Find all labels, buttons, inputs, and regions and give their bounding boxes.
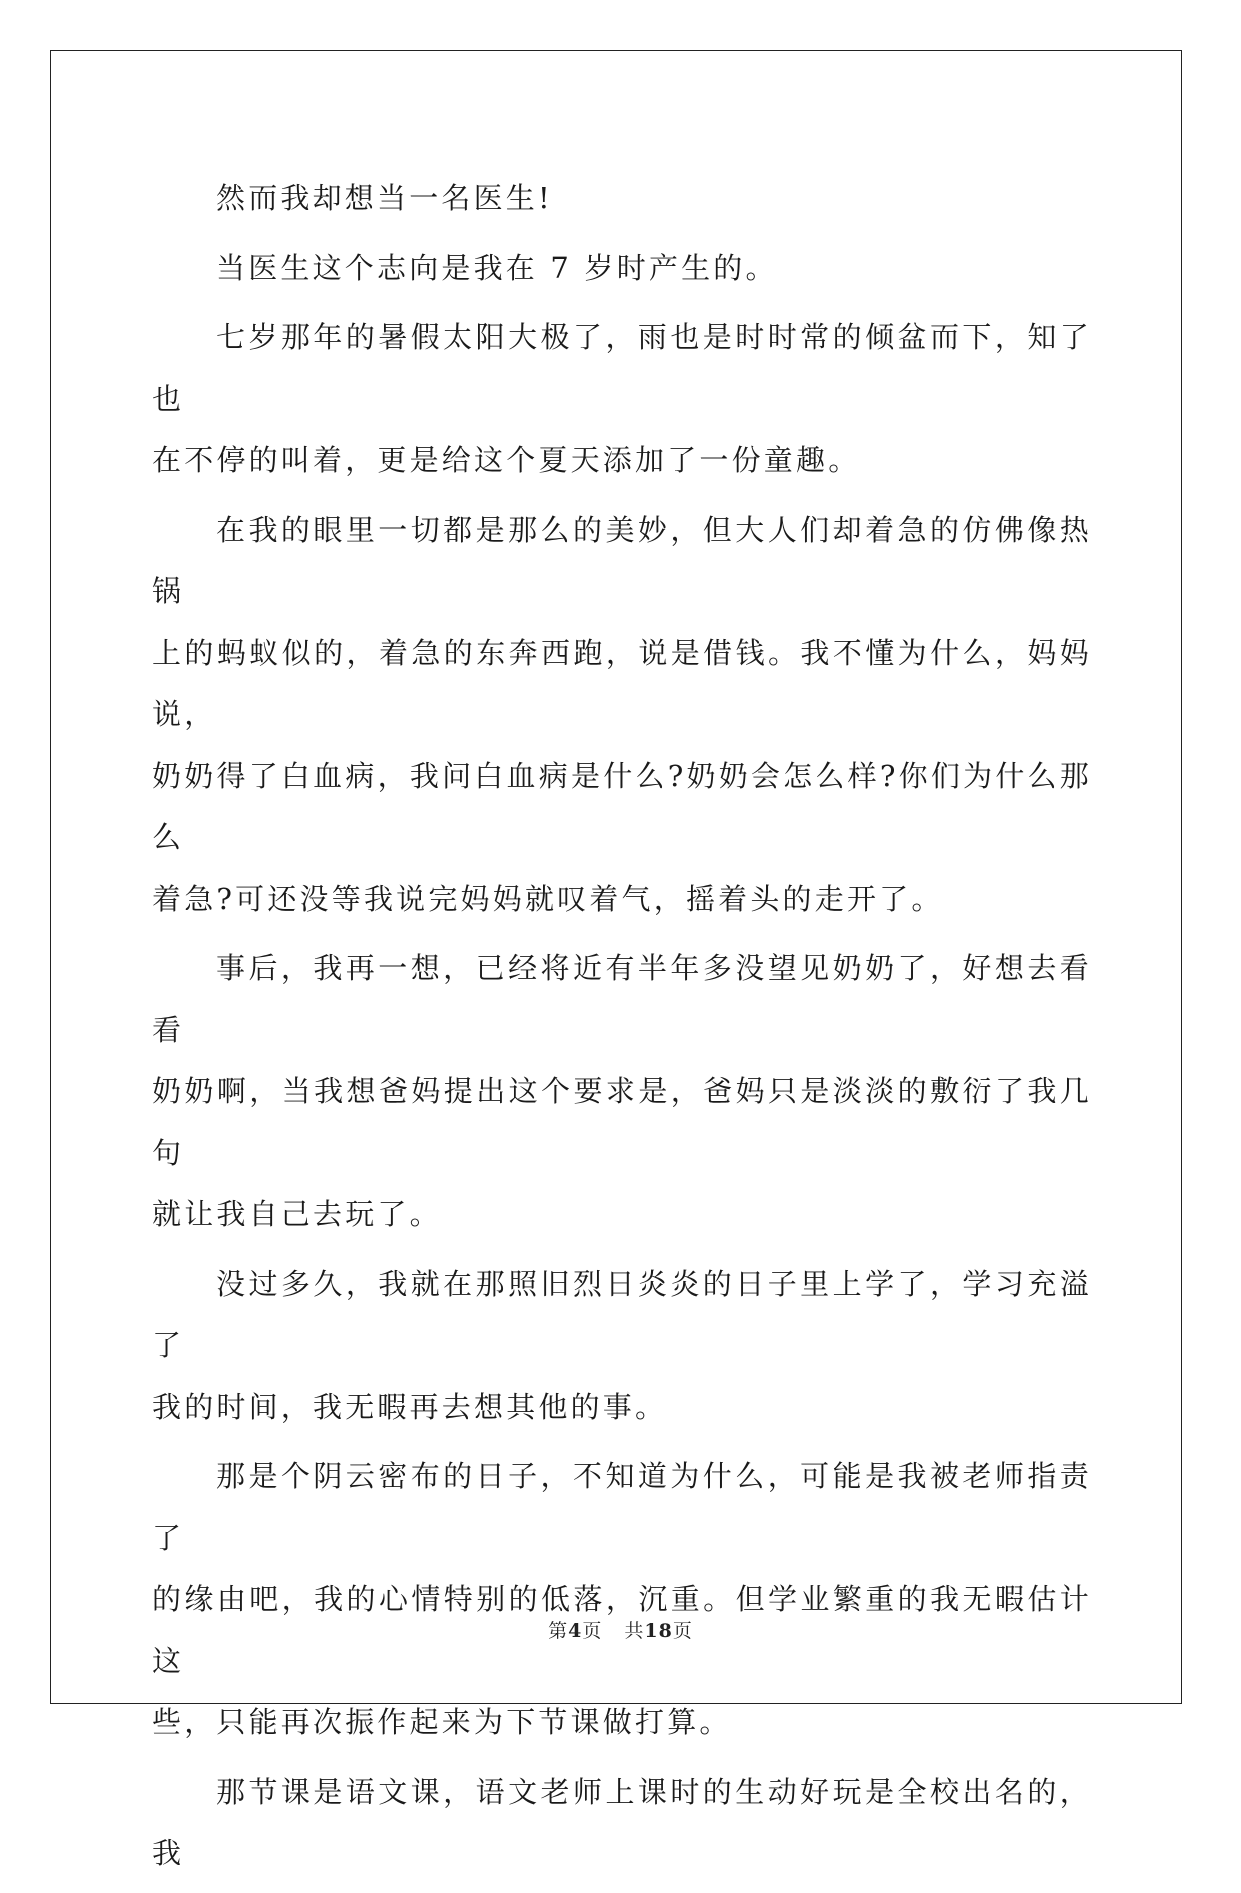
text-line: 些，只能再次振作起来为下节课做打算。	[152, 1705, 732, 1739]
paragraph	[152, 307, 1092, 492]
paragraph	[152, 168, 1092, 230]
text-line: 当医生这个志向是我在 7 岁时产生的。	[216, 250, 778, 285]
text-line: 在不停的叫着，更是给这个夏天添加了一份童趣。	[152, 443, 861, 477]
page-footer	[0, 1616, 1241, 1643]
text-line: 没过多久，我就在那照旧烈日炎炎的日子里上学了，学习充溢了	[152, 1266, 1092, 1362]
page-number: 4	[568, 1620, 583, 1642]
text-line: 我的时间，我无暇再去想其他的事。	[152, 1389, 668, 1424]
text-line: 七岁那年的暑假太阳大极了，雨也是时时常的倾盆而下，知了也	[152, 320, 1092, 416]
total-pages: 18	[644, 1620, 673, 1642]
text-line: 就让我自己去玩了。	[152, 1197, 442, 1231]
paragraph	[152, 1762, 1092, 1885]
text-line: 奶奶得了白血病，我问白血病是什么?奶奶会怎么样?你们为什么那么	[152, 758, 1092, 854]
text-line: 在我的眼里一切都是那么的美妙，但大人们却着急的仿佛像热锅	[152, 512, 1092, 608]
text-line: 然而我却想当一名医生!	[216, 181, 553, 215]
paragraph	[152, 238, 1092, 300]
total-prefix: 共	[624, 1620, 645, 1642]
text-line: 的缘由吧，我的心情特别的低落，沉重。但学业繁重的我无暇估计这	[152, 1582, 1092, 1678]
paragraph	[152, 1446, 1092, 1754]
text-line: 事后，我再一想，已经将近有半年多没望见奶奶了，好想去看看	[152, 951, 1092, 1047]
paragraph	[152, 938, 1092, 1246]
text-line: 着急?可还没等我说完妈妈就叹着气，摇着头的走开了。	[152, 881, 944, 916]
page-prefix: 第	[548, 1620, 569, 1642]
text-line: 那节课是语文课，语文老师上课时的生动好玩是全校出名的，我	[152, 1774, 1092, 1870]
paragraph	[152, 1254, 1092, 1439]
text-line: 奶奶啊，当我想爸妈提出这个要求是，爸妈只是淡淡的敷衍了我几句	[152, 1074, 1092, 1170]
page-suffix: 页	[582, 1620, 603, 1642]
text-line: 上的蚂蚁似的，着急的东奔西跑，说是借钱。我不懂为什么，妈妈说，	[152, 635, 1092, 731]
total-suffix: 页	[672, 1620, 693, 1642]
paragraph	[152, 500, 1092, 931]
text-line: 那是个阴云密布的日子，不知道为什么，可能是我被老师指责了	[152, 1459, 1092, 1555]
